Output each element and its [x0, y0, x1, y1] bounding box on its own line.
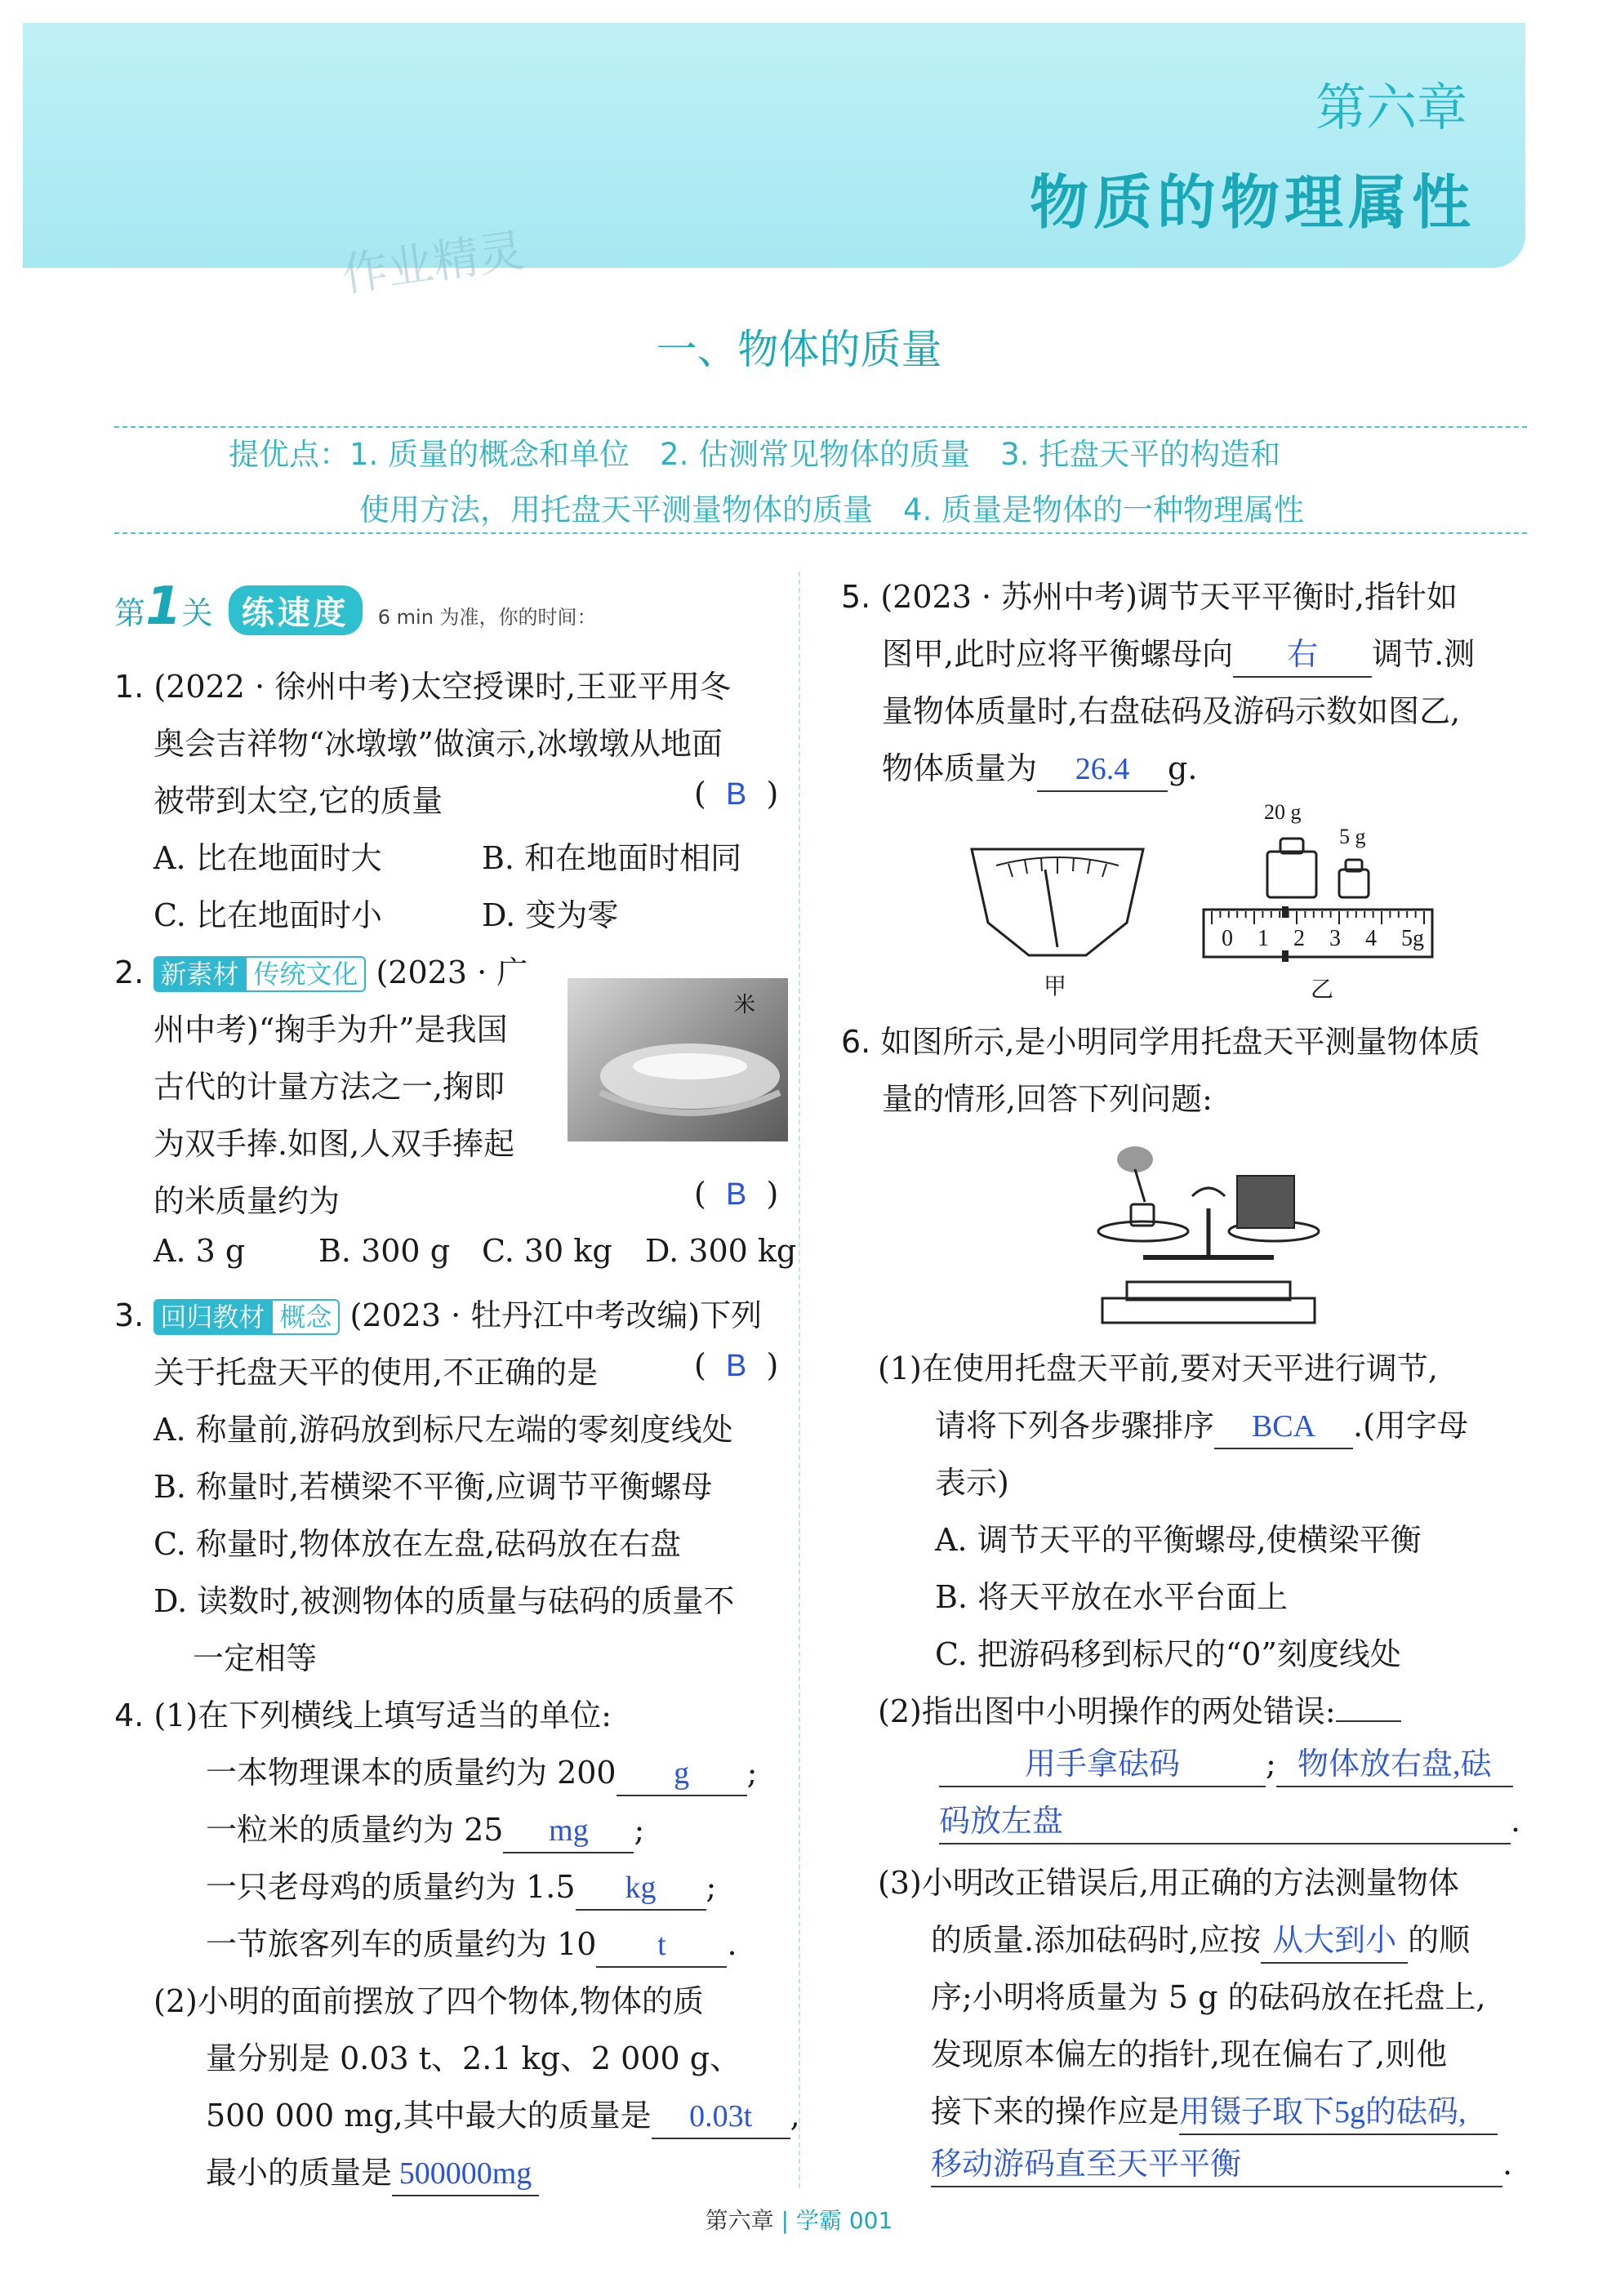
q3-option-d-line1: D. 读数时,被测物体的质量与砝码的质量不 [154, 1583, 735, 1619]
q3-answer-paren: ( B ) [694, 1347, 779, 1383]
q2-image-label: 米 [733, 993, 755, 1017]
section-title: 一、物体的质量 [656, 326, 942, 373]
q5-figure-dial [964, 833, 1151, 963]
q4-answer6: 500000mg [392, 2152, 539, 2196]
footer-brand: 学霸 [795, 2207, 842, 2234]
watermark: 作业精灵 [339, 224, 528, 303]
q3-tag-concept: 概念 [271, 1299, 340, 1335]
q5-figure-label-a: 甲 [1044, 972, 1067, 999]
q6-answer-error2b: 码放左盘 [939, 1800, 1511, 1844]
q6-part3-line2b: 的顺 [1408, 1922, 1471, 1958]
q5-stem-line1: (2023 · 苏州中考)调节天平平衡时,指针如 [880, 579, 1458, 615]
q2-stem-line1: (2023 · 广 [376, 954, 528, 990]
key-points-line-2: 使用方法，用托盘天平测量物体的质量 4. 质量是物体的一种物理属性 [359, 492, 1305, 527]
q2-tag-culture: 传统文化 [245, 956, 366, 992]
q1-stem-line1: (2022 · 徐州中考)太空授课时,王亚平用冬 [154, 669, 732, 705]
level-heading [114, 576, 597, 637]
q6-stem-line1: 如图所示,是小明同学用托盘天平测量物体质 [880, 1024, 1480, 1060]
q1-stem-line2: 奥会吉祥物“冰墩墩”做演示,冰墩墩从地面 [154, 726, 723, 762]
q3-option-b: B. 称量时,若横梁不平衡,应调节平衡螺母 [154, 1469, 713, 1505]
scale-tick-4: 4 [1365, 926, 1377, 951]
q2-tag-new-material: 新素材 [154, 956, 245, 992]
key-points-line-1: 提优点：1. 质量的概念和单位 2. 估测常见物体的质量 3. 托盘天平的构造和 [229, 437, 1281, 472]
scale-tick-0: 0 [1222, 926, 1233, 951]
scale-tick-1: 1 [1257, 926, 1269, 951]
q6-answer-weight-order: 从大到小 [1261, 1920, 1408, 1964]
q6-balance-figure [1094, 1135, 1323, 1331]
q2-stem-line2: 州中考)“掬手为升”是我国 [154, 1012, 508, 1048]
level-badge: 练速度 [229, 585, 363, 635]
q5-number: 5. [841, 579, 871, 615]
q1-option-a: A. 比在地面时大 [154, 840, 382, 876]
q6-answer-error1: 用手拿砝码 [939, 1743, 1266, 1787]
q6-part3-line1: (3)小明改正错误后,用正确的方法测量物体 [878, 1865, 1459, 1901]
q5-scale-labels [1217, 926, 1437, 959]
q5-stem-line3: 量物体质量时,右盘砝码及游码示数如图乙, [882, 693, 1461, 729]
q3-answer: B [725, 1349, 747, 1383]
q5-figure-label-b: 乙 [1311, 976, 1334, 1003]
level-timing: 6 min 为准，你的时间： [377, 606, 597, 629]
level-number: 1 [145, 576, 182, 637]
q4-answer5: 0.03t [652, 2095, 790, 2139]
footer-page-number: 001 [848, 2207, 893, 2234]
q3-stem-line1: (2023 · 牡丹江中考改编)下列 [349, 1297, 763, 1333]
q6-blank-lead [1336, 1720, 1401, 1722]
q2-hands-rice-image [568, 978, 788, 1141]
q2-option-a: A. 3 g [154, 1233, 246, 1269]
q6-stem-line2: 量的情形,回答下列问题: [882, 1081, 1213, 1117]
q4-sentence3: 一只老母鸡的质量约为 1.5 [206, 1869, 576, 1905]
q3-option-a: A. 称量前,游码放到标尺左端的零刻度线处 [154, 1412, 733, 1448]
chapter-label: 第六章 [1315, 78, 1467, 137]
q5-answer-mass: 26.4 [1037, 748, 1168, 792]
q6-part1-line1: (1)在使用托盘天平前,要对天平进行调节, [878, 1350, 1438, 1386]
q4-answer2: mg [503, 1809, 634, 1853]
q4-answer4: t [596, 1924, 727, 1968]
q6-part1-line2a: 请将下列各步骤排序 [935, 1408, 1215, 1444]
column-divider [799, 572, 800, 2188]
q1-option-c: C. 比在地面时小 [154, 897, 382, 933]
q6-option-c: C. 把游码移到标尺的“0”刻度线处 [935, 1636, 1401, 1672]
q3-number: 3. [114, 1297, 145, 1333]
q6-number: 6. [841, 1024, 871, 1060]
q1-option-b: B. 和在地面时相同 [482, 840, 742, 876]
q6-answer-next-step-b: 移动游码直至天平平衡 [931, 2143, 1502, 2187]
q6-answer-next-step-a: 用镊子取下5g的砝码, [1179, 2091, 1498, 2135]
q4-sentence2: 一粒米的质量约为 25 [206, 1812, 504, 1848]
q5-figure-weights [1257, 829, 1388, 902]
page-footer: 第六章 | 学霸 001 [705, 2207, 893, 2234]
q6-answer-error2a: 物体放右盘,砝 [1276, 1743, 1513, 1787]
q6-part3-line2a: 的质量.添加砝码时,应按 [931, 1922, 1262, 1958]
q2-answer-paren: ( B ) [694, 1176, 779, 1212]
q6-option-b: B. 将天平放在水平台面上 [935, 1579, 1289, 1615]
q4-answer3: kg [576, 1867, 706, 1911]
q4-part1-stem: (1)在下列横线上填写适当的单位: [154, 1698, 612, 1733]
q2-stem-line4: 为双手捧.如图,人双手捧起 [154, 1126, 515, 1162]
q1-answer-paren: ( B ) [694, 776, 779, 812]
q1-stem-line3: 被带到太空,它的质量 [154, 783, 443, 819]
q5-stem-line2b: 调节.测 [1372, 636, 1476, 672]
q4-number: 4. [114, 1698, 145, 1733]
level-suffix: 关 [181, 595, 213, 631]
q5-weight1-label: 20 g [1264, 800, 1302, 824]
q3-tag-textbook: 回归教材 [154, 1299, 271, 1335]
q6-answer-order: BCA [1214, 1405, 1353, 1449]
q2-option-d: D. 300 kg [645, 1233, 797, 1269]
q6-option-a: A. 调节天平的平衡螺母,使横梁平衡 [935, 1522, 1422, 1558]
q5-stem-line2a: 图甲,此时应将平衡螺母向 [882, 636, 1234, 672]
q2-answer: B [725, 1177, 747, 1212]
q3-option-c: C. 称量时,物体放在左盘,砝码放在右盘 [154, 1526, 682, 1562]
q4-answer1: g [616, 1752, 747, 1796]
q6-part3-line3: 序;小明将质量为 5 g 的砝码放在托盘上, [931, 1979, 1486, 2015]
q2-stem-line3: 古代的计量方法之一,掬即 [154, 1069, 505, 1105]
footer-chapter: 第六章 [705, 2207, 774, 2234]
q6-part1-line2b: .(用字母 [1353, 1408, 1468, 1444]
q2-option-b: B. 300 g [318, 1233, 451, 1269]
q1-option-d: D. 变为零 [482, 897, 619, 933]
q5-answer-direction: 右 [1233, 634, 1372, 678]
q6-part3-line5a: 接下来的操作应是 [931, 2094, 1180, 2129]
q2-stem-line5: 的米质量约为 [154, 1183, 341, 1219]
q4-part2-line2: 量分别是 0.03 t、2.1 kg、2 000 g、 [206, 2040, 741, 2076]
q5-stem-line4a: 物体质量为 [882, 750, 1038, 786]
q6-part1-line3: 表示) [935, 1465, 1009, 1501]
q4-part2-line1: (2)小明的面前摆放了四个物体,物体的质 [154, 1983, 704, 2019]
scale-tick-2: 2 [1293, 926, 1305, 951]
q6-part2-line1: (2)指出图中小明操作的两处错误: [878, 1693, 1336, 1729]
scale-tick-3: 3 [1329, 926, 1341, 951]
q2-number: 2. [114, 954, 145, 990]
level-prefix: 第 [114, 595, 146, 631]
q4-sentence1: 一本物理课本的质量约为 200 [206, 1755, 616, 1791]
q1-answer: B [725, 777, 747, 812]
scale-tick-5: 5g [1401, 926, 1424, 951]
q1-number: 1. [114, 669, 145, 705]
q4-part2-line4: 最小的质量是 [206, 2155, 393, 2191]
q5-stem-line4b: g. [1168, 750, 1198, 786]
q4-part2-line3: 500 000 mg,其中最大的质量是 [206, 2098, 652, 2134]
q2-option-c: C. 30 kg [482, 1233, 612, 1269]
q3-option-d-line2: 一定相等 [193, 1640, 318, 1676]
q6-part3-line4: 发现原本偏左的指针,现在偏右了,则他 [931, 2036, 1448, 2072]
q4-sentence4: 一节旅客列车的质量约为 10 [206, 1926, 597, 1962]
q5-weight2-label: 5 g [1339, 825, 1366, 848]
q3-stem-line2: 关于托盘天平的使用,不正确的是 [154, 1355, 599, 1391]
chapter-title: 物质的物理属性 [1029, 168, 1476, 237]
